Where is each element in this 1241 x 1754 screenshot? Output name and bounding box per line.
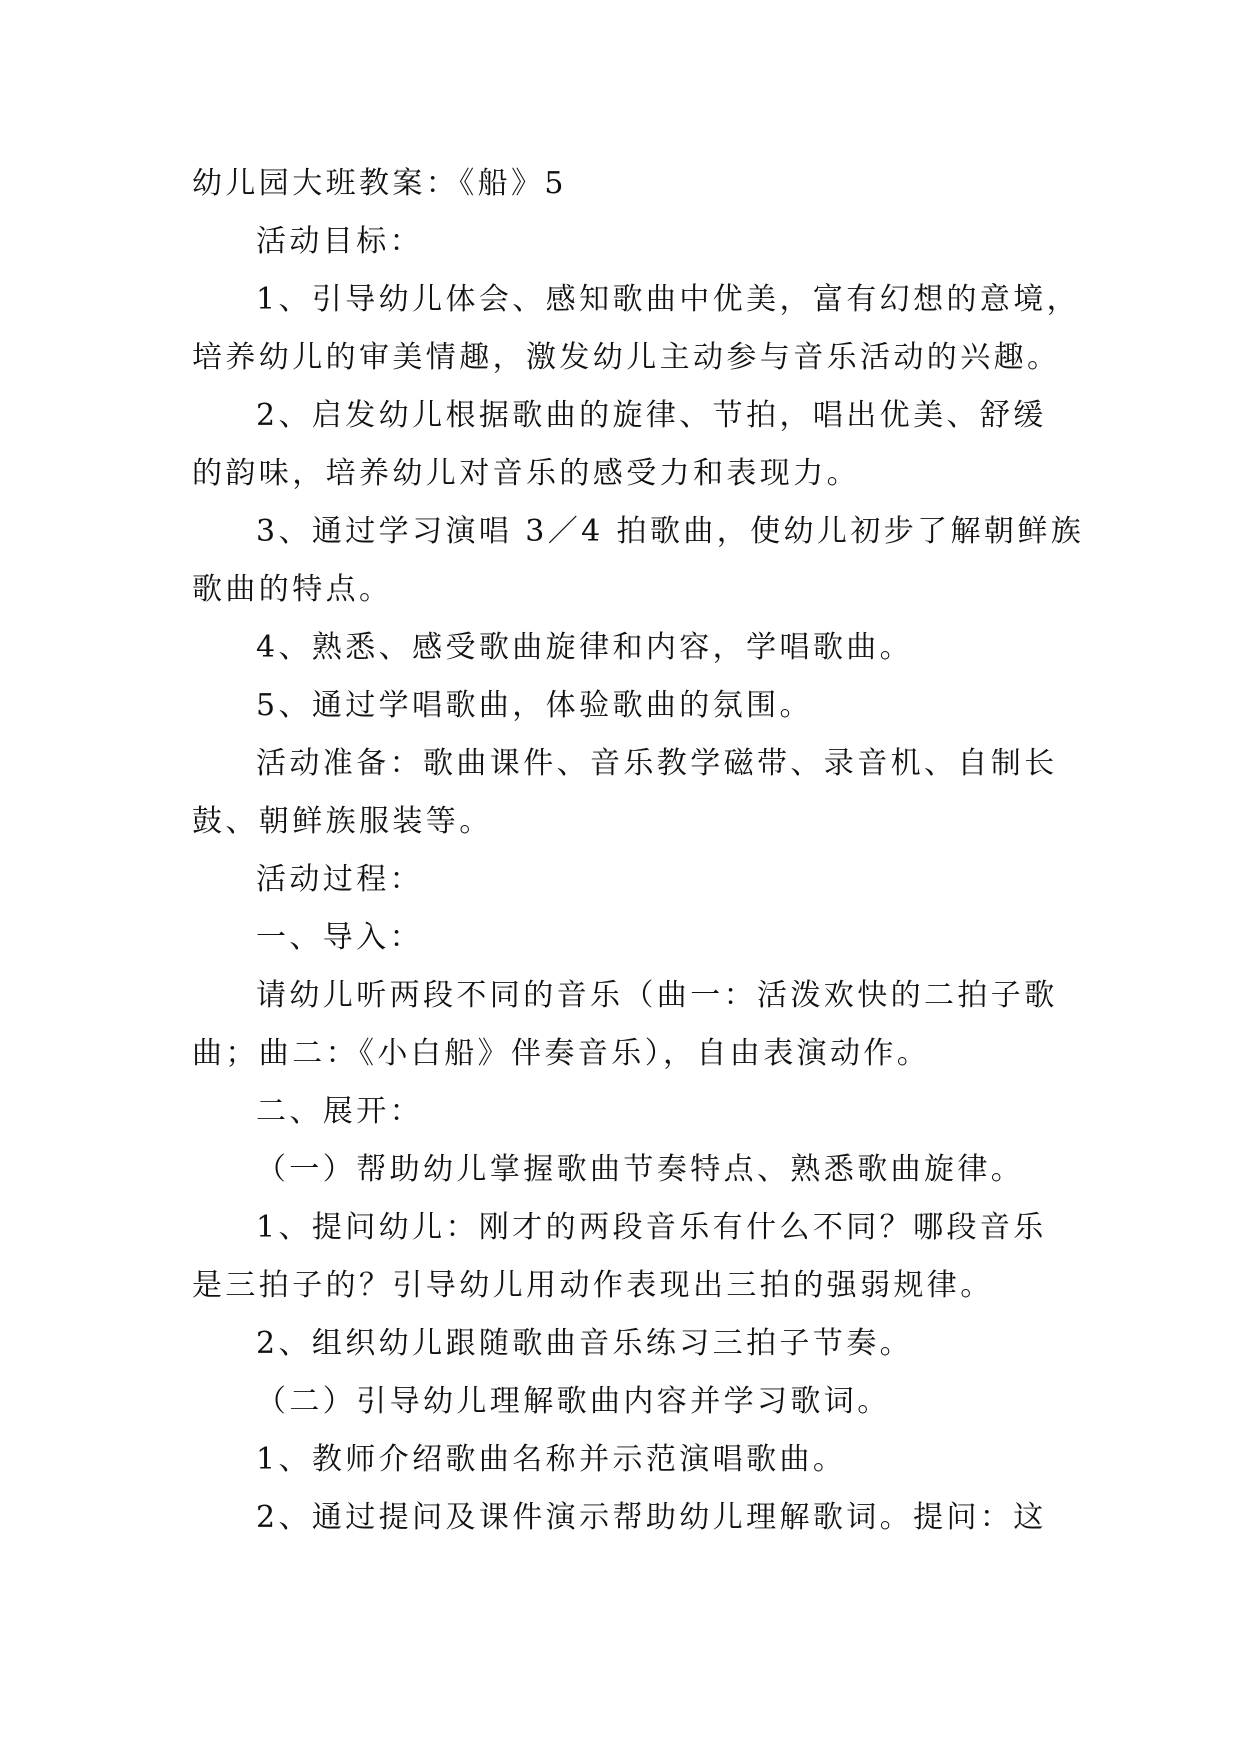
paragraph-line: 的韵味，培养幼儿对音乐的感受力和表现力。: [192, 456, 860, 491]
paragraph-line: 是三拍子的？引导幼儿用动作表现出三拍的强弱规律。: [192, 1268, 994, 1303]
paragraph-line-preparation: 活动准备：歌曲课件、音乐教学磁带、录音机、自制长: [256, 746, 1058, 781]
paragraph-line: 鼓、朝鲜族服装等。: [192, 804, 493, 839]
paragraph-line: 请幼儿听两段不同的音乐（曲一：活泼欢快的二拍子歌: [256, 978, 1058, 1013]
paragraph-line: 3、通过学习演唱 3／4 拍歌曲，使幼儿初步了解朝鲜族: [256, 514, 1085, 549]
paragraph-line: 2、通过提问及课件演示帮助幼儿理解歌词。提问：这: [256, 1500, 1047, 1535]
paragraph-line: 1、教师介绍歌曲名称并示范演唱歌曲。: [256, 1442, 847, 1477]
section-heading-develop: 二、展开：: [256, 1094, 423, 1129]
subsection-heading: （一）帮助幼儿掌握歌曲节奏特点、熟悉歌曲旋律。: [256, 1152, 1025, 1187]
section-heading-objectives: 活动目标：: [256, 224, 423, 259]
paragraph-line: 4、熟悉、感受歌曲旋律和内容，学唱歌曲。: [256, 630, 914, 665]
paragraph-line: 1、提问幼儿：刚才的两段音乐有什么不同？哪段音乐: [256, 1210, 1047, 1245]
paragraph-line: 2、启发幼儿根据歌曲的旋律、节拍，唱出优美、舒缓: [256, 398, 1047, 433]
paragraph-line: 培养幼儿的审美情趣，激发幼儿主动参与音乐活动的兴趣。: [192, 340, 1061, 375]
paragraph-line: 曲；曲二：《小白船》伴奏音乐），自由表演动作。: [192, 1036, 931, 1071]
paragraph-line: 1、引导幼儿体会、感知歌曲中优美，富有幻想的意境，: [256, 282, 1081, 317]
subsection-heading: （二）引导幼儿理解歌曲内容并学习歌词。: [256, 1384, 891, 1419]
section-heading-intro: 一、导入：: [256, 920, 423, 955]
section-heading-process: 活动过程：: [256, 862, 423, 897]
paragraph-line: 5、通过学唱歌曲，体验歌曲的氛围。: [256, 688, 813, 723]
paragraph-line: 2、组织幼儿跟随歌曲音乐练习三拍子节奏。: [256, 1326, 914, 1361]
document-title: 幼儿园大班教案：《船》5: [192, 166, 567, 201]
paragraph-line: 歌曲的特点。: [192, 572, 393, 607]
